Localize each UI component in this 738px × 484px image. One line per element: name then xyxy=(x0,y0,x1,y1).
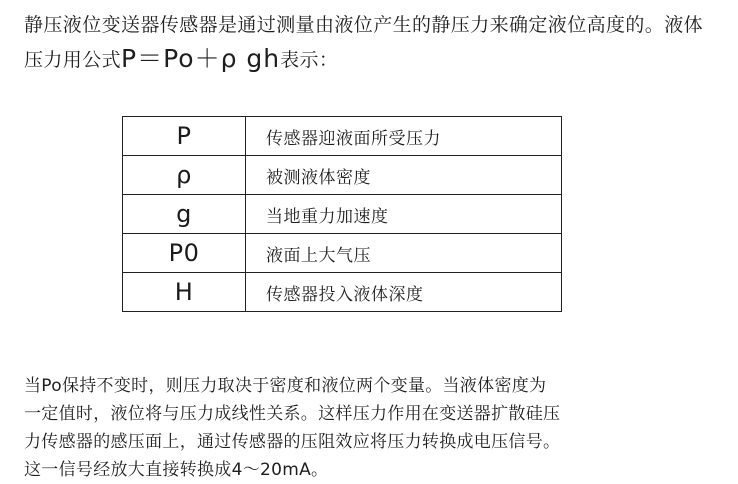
intro-text-before: 静压液位变送器传感器是通过测量由液位产生的静压力来确定液位高度的。液体压力用公式 xyxy=(24,14,704,71)
table-row xyxy=(123,117,562,156)
table-row xyxy=(123,234,562,273)
symbol-cell: ρ xyxy=(123,156,246,195)
symbol-cell: P0 xyxy=(123,234,246,273)
outro-line-3: 力传感器的感压面上，通过传感器的压阻效应将压力转换成电压信号。 xyxy=(24,432,561,452)
description-cell: 被测液体密度 xyxy=(246,156,562,195)
symbol-cell: H xyxy=(123,273,246,312)
intro-text-after: 表示： xyxy=(280,49,339,71)
symbol-legend-table xyxy=(122,116,562,312)
description-cell: 液面上大气压 xyxy=(246,234,562,273)
description-cell: 当地重力加速度 xyxy=(246,195,562,234)
pressure-formula: P＝Po＋ρ gh xyxy=(121,44,281,73)
outro-paragraph xyxy=(24,372,724,484)
table-row xyxy=(123,156,562,195)
table-row xyxy=(123,273,562,312)
outro-line-2: 一定值时，液位将与压力成线性关系。这样压力作用在变送器扩散硅压 xyxy=(24,404,561,424)
table-body xyxy=(123,117,562,312)
outro-line-4: 这一信号经放大直接转换成4～20mA。 xyxy=(24,460,329,480)
outro-line-1: 当Po保持不变时，则压力取决于密度和液位两个变量。当液体密度为 xyxy=(24,376,547,396)
intro-paragraph xyxy=(24,8,716,77)
symbol-cell: P xyxy=(123,117,246,156)
symbol-cell: g xyxy=(123,195,246,234)
description-cell: 传感器投入液体深度 xyxy=(246,273,562,312)
description-cell: 传感器迎液面所受压力 xyxy=(246,117,562,156)
table-row xyxy=(123,195,562,234)
